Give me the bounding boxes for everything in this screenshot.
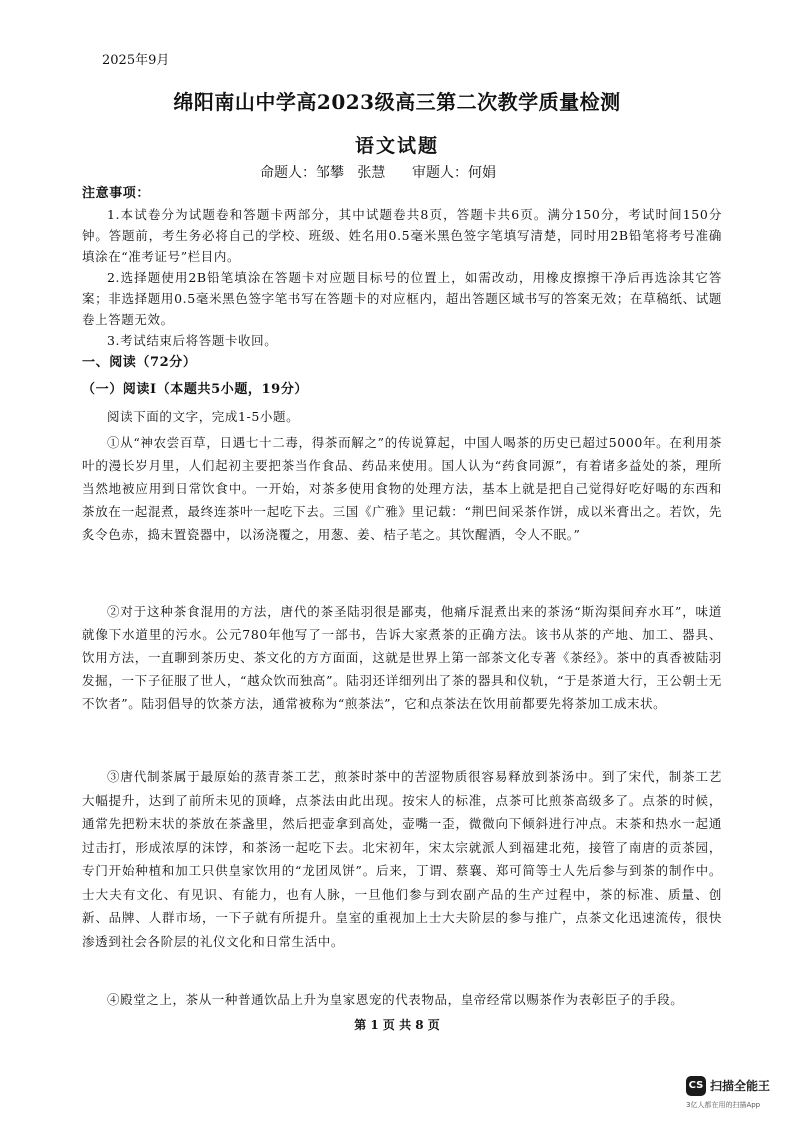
passage-paragraph-4: ④殿堂之上，茶从一种普通饮品上升为皇家恩宠的代表物品，皇帝经常以赐茶作为表彰臣子的手段。	[107, 992, 684, 1007]
section-heading: 一、阅读（72分）	[82, 355, 197, 370]
exam-date: 2025年9月	[102, 53, 170, 68]
note-item-2: 2.选择题使用2B铅笔填涂在答题卡对应题目标号的位置上，如需改动，用橡皮擦擦干净后再选涂其它答案；非选择题用0.5毫米黑色签字笔书写在答题卡的对应框内，超出答题区域书写的答案无效；在草稿纸、试题卷上答题无效。	[82, 270, 722, 327]
exam-title: 绵阳南山中学高2023级高三第二次教学质量检测	[173, 90, 621, 114]
page-number: 第 1 页 共 8 页	[354, 1018, 440, 1032]
subject-title: 语文试题	[354, 135, 439, 157]
scanner-watermark	[686, 1076, 786, 1116]
watermark-brand: 扫描全能王	[710, 1079, 771, 1093]
note-item-1: 1.本试卷分为试题卷和答题卡两部分，其中试题卷共8页，答题卡共6页。满分150分，考试时间150分钟。答题前，考生务必将自己的学校、班级、姓名用0.5毫米黑色签字笔填写清楚，同时用2B铅笔将考号准确填涂在“准考证号”栏目内。	[82, 207, 722, 264]
sub-section-heading: （一）阅读Ⅰ（本题共5小题，19分）	[82, 382, 309, 397]
instruction-text: 阅读下面的文字，完成1-5小题。	[107, 409, 300, 424]
authors-line: 命题人：邹攀 张慧 审题人：何娟	[260, 165, 497, 181]
passage-paragraph-2: ②对于这种茶食混用的方法，唐代的茶圣陆羽很是鄙夷，他痛斥混煮出来的茶汤“斯沟渠间弃水耳”，味道就像下水道里的污水。公元780年他写了一部书，告诉大家煮茶的正确方法。该书从茶的产地、加工、器具、饮用方法，一直聊到茶历史、茶文化的方方面面，这就是世界上第一部茶文化专著《茶经》。茶中的真香被陆羽发掘，一下子征服了世人，“越众饮而独高”。陆羽还详细列出了茶的器具和仪轨，“于是茶道大行，王公朝士无不饮者”。陆羽倡导的饮茶方法，通常被称为“煎茶法”，它和点茶法在饮用前都要先将茶加工成末状。	[82, 604, 722, 711]
passage-paragraph-1: ①从“神农尝百草，日遇七十二毒，得茶而解之”的传说算起，中国人喝茶的历史已超过5000年。在利用茶叶的漫长岁月里，人们起初主要把茶当作食品、药品来使用。国人认为“药食同源”，有着诸多益处的茶，理所当然地被应用到日常饮食中。一开始，对茶多使用食物的处理方法，基本上就是把自己觉得好吃好喝的东西和茶放在一起混煮，最终连茶叶一起吃下去。三国《广雅》里记载：“荆巴间采茶作饼，成以米膏出之。若饮，先炙令色赤，捣末置瓷器中，以汤浇覆之，用葱、姜、桔子芼之。其饮醒酒，令人不眠。”	[82, 435, 722, 542]
watermark-tagline: 3亿人都在用的扫描App	[686, 1101, 761, 1109]
note-item-3: 3.考试结束后将答题卡收回。	[107, 333, 278, 348]
camscanner-logo-icon: CS	[686, 1076, 706, 1096]
notes-heading: 注意事项：	[82, 186, 151, 201]
passage-paragraph-3: ③唐代制茶属于最原始的蒸青茶工艺，煎茶时茶中的苦涩物质很容易释放到茶汤中。到了宋代，制茶工艺大幅提升，达到了前所未见的顶峰，点茶法由此出现。按宋人的标准，点茶可比煎茶高级多了。点茶的时候，通常先把粉末状的茶放在茶盏里，然后把壶拿到高处，壶嘴一歪，微微向下倾斜进行冲点。末茶和热水一起通过击打，形成浓厚的沫饽，和茶汤一起吃下去。北宋初年，宋太宗就派人到福建北苑，接管了南唐的贡茶园，专门开始种植和加工只供皇家饮用的“龙团凤饼”。后来，丁谓、蔡襄、郑可简等士人先后参与到茶的制作中。士大夫有文化、有见识、有能力，也有人脉，一旦他们参与到农副产品的生产过程中，茶的标准、质量、创新、品牌、人群市场，一下子就有所提升。皇室的重视加上士大夫阶层的参与推广，点茶文化迅速流传，很快渗透到社会各阶层的礼仪文化和日常生活中。	[82, 769, 722, 949]
